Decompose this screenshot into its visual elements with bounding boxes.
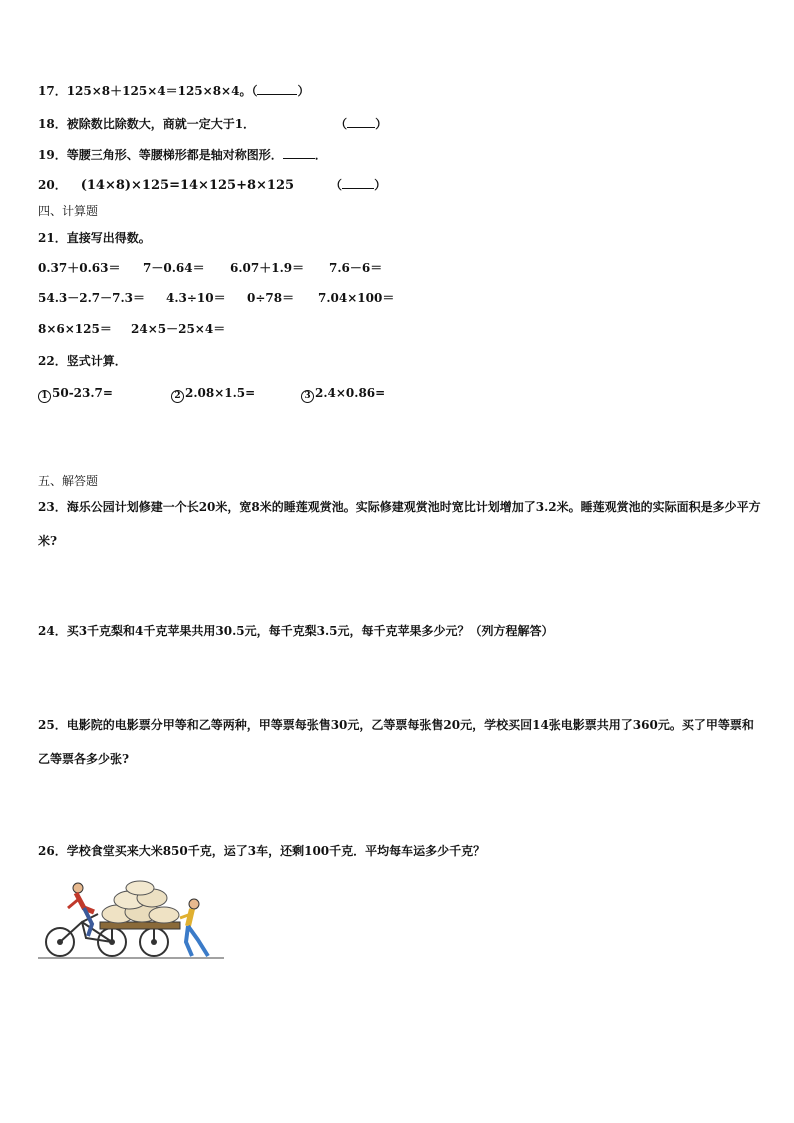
calc-item: 54.3－2.7－7.3＝: [38, 291, 145, 305]
question-20-expr: (14×8)×125=14×125+8×125: [80, 178, 295, 193]
calc-item: 6.07＋1.9＝: [230, 261, 305, 275]
question-19-text: 19．等腰三角形、等腰梯形都是轴对称图形．: [38, 148, 283, 162]
calc-item: 4.3÷10＝: [166, 291, 226, 305]
question-21-row-3: [38, 321, 225, 337]
question-20-open: （: [330, 178, 343, 192]
question-19-end: ．: [314, 148, 327, 162]
question-19: [38, 147, 327, 163]
answer-blank-19[interactable]: [283, 147, 315, 159]
question-22-items: [38, 385, 385, 403]
question-18-text: 18．被除数比除数大，商就一定大于1．: [38, 117, 256, 131]
circled-number-2: 2: [171, 390, 184, 403]
question-20-close: ）: [374, 178, 387, 192]
circled-number-1: 1: [38, 390, 51, 403]
calc-item: 7.6－6＝: [329, 261, 383, 275]
question-20: [38, 177, 386, 194]
question-17-close: ）: [297, 84, 310, 98]
question-22-title: 22．竖式计算．: [38, 354, 127, 368]
question-24: 24．买3千克梨和4千克苹果共用30.5元，每千克梨3.5元，每千克苹果多少元？（列方程解答）: [38, 624, 554, 638]
circled-number-3: 3: [301, 390, 314, 403]
calc-item: 24×5－25×4＝: [131, 322, 226, 336]
question-23: 23．海乐公园计划修建一个长20米，宽8米的睡莲观赏池。实际修建观赏池时宽比计划增加了3.2米。睡莲观赏池的实际面积是多少平方米?: [38, 500, 761, 548]
calc-item: 0÷78＝: [247, 291, 295, 305]
question-18-open: （: [335, 117, 348, 131]
answer-blank-18[interactable]: [347, 116, 375, 128]
question-25: 25．电影院的电影票分甲等和乙等两种，甲等票每张售30元，乙等票每张售20元，学校买回14张电影票共用了360元。买了甲等票和乙等票各多少张?: [38, 718, 754, 766]
calc-item: 7.04×100＝: [318, 291, 395, 305]
calc-item: 0.37＋0.63＝: [38, 261, 121, 275]
answer-blank-20[interactable]: [342, 177, 374, 189]
answer-blank-17[interactable]: [257, 83, 297, 95]
section-heading-4: 四、计算题: [38, 204, 99, 218]
section-heading-5: 五、解答题: [38, 474, 99, 488]
calc-item: 7－0.64＝: [143, 261, 205, 275]
question-21-row-1: [38, 260, 382, 276]
tricycle-cargo-illustration: [38, 878, 226, 962]
question-20-num: 20．: [38, 178, 67, 192]
question-17: [38, 83, 309, 99]
question-17-text: 17．125×8＋125×4＝125×8×4。（: [38, 84, 258, 98]
question-18-close: ）: [375, 117, 388, 131]
vertical-calc-item: 50-23.7=: [52, 386, 113, 400]
vertical-calc-item: 2.08×1.5=: [185, 386, 256, 400]
question-21-row-2: [38, 290, 394, 306]
vertical-calc-item: 2.4×0.86=: [315, 386, 386, 400]
calc-item: 8×6×125＝: [38, 322, 112, 336]
question-26: 26．学校食堂买来大米850千克，运了3车，还剩100千克．平均每车运多少千克？: [38, 844, 486, 858]
question-21-title: 21．直接写出得数。: [38, 231, 151, 245]
question-18: [38, 116, 387, 132]
